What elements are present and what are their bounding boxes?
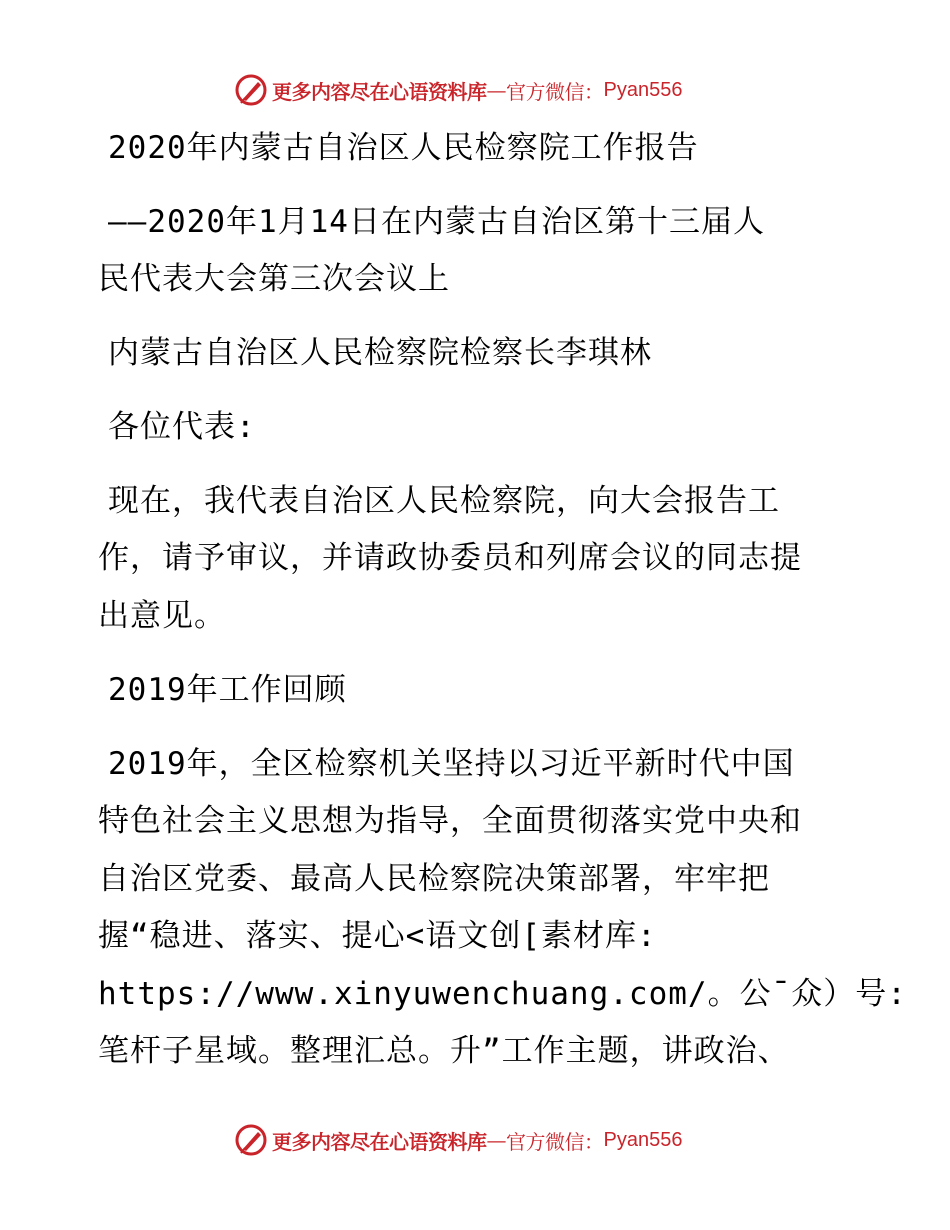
watermark-dash: — [486,78,506,102]
paragraph-line: 笔杆子星域。整理汇总。升”工作主题，讲政治、 [98,1033,790,1069]
document-title: 2020年内蒙古自治区人民检察院工作报告 [108,130,699,166]
section-heading: 2019年工作回顾 [108,672,347,708]
watermark-main-text: 更多内容尽在心语资料库 [272,1129,487,1154]
paragraph-line: https://www.xinyuwenchuang.com/。公¯众）号: [98,976,907,1012]
document-subtitle-line-1: ——2020年1月14日在内蒙古自治区第十三届人 [108,204,765,240]
document-salutation: 各位代表: [108,409,256,445]
watermark-sub-text: 官方微信： [506,1129,604,1154]
paragraph-line: 自治区党委、最高人民检察院决策部署，牢牢把 [98,861,770,897]
paragraph-line: 现在，我代表自治区人民检察院，向大会报告工 [108,483,780,519]
paragraph-line: 作，请予审议，并请政协委员和列席会议的同志提 [98,540,802,576]
watermark-wechat-id: Pyan556 [603,78,683,101]
watermark-main-text: 更多内容尽在心语资料库 [272,79,487,104]
paragraph-line: 出意见。 [98,598,226,634]
document-author: 内蒙古自治区人民检察院检察长李琪林 [108,335,652,371]
paragraph-line: 特色社会主义思想为指导，全面贯彻落实党中央和 [98,803,802,839]
watermark-footer [234,1122,682,1158]
watermark-sub-text: 官方微信： [506,79,604,104]
document-subtitle-line-2: 民代表大会第三次会议上 [98,261,450,297]
watermark-dash: — [486,1128,506,1152]
watermark-wechat-id: Pyan556 [603,1128,683,1151]
quill-pen-logo-icon [234,1123,268,1157]
paragraph-line: 握“稳进、落实、提心<语文创[素材库: [98,918,657,954]
paragraph-line: 2019年，全区检察机关坚持以习近平新时代中国 [108,746,795,782]
